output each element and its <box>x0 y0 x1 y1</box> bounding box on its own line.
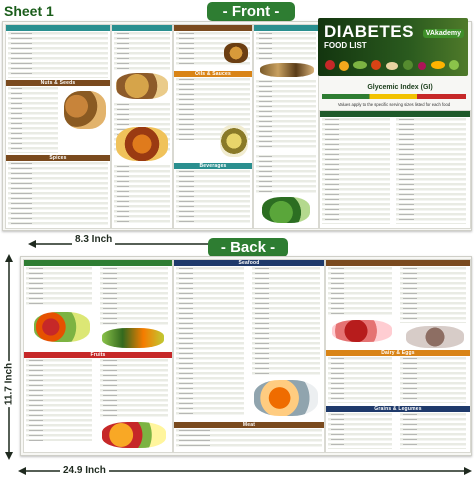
nuts-image <box>64 91 106 129</box>
cuts-image <box>406 326 464 348</box>
meat-header: Meat <box>174 422 324 428</box>
food-rows <box>400 267 466 323</box>
food-rows <box>114 165 170 225</box>
grains-legumes-header: Grains & Legumes <box>326 406 470 412</box>
food-rows <box>176 267 244 417</box>
food-rows <box>328 413 392 449</box>
brand-logo: VAkademy <box>423 29 464 38</box>
food-rows <box>176 429 322 449</box>
front-column-1 <box>5 24 111 229</box>
height-label-wrap <box>0 254 18 460</box>
food-rows <box>400 413 466 449</box>
food-rows <box>100 359 168 419</box>
food-rows <box>328 267 392 317</box>
condiments-header <box>174 25 252 31</box>
back-sheet <box>20 256 472 456</box>
front-label: - Front - <box>207 2 295 21</box>
bottles-image <box>260 63 314 77</box>
spices-header: Spices <box>6 155 110 161</box>
food-rows <box>8 162 108 226</box>
food-rows <box>396 118 466 224</box>
misc-header <box>254 25 318 31</box>
food-rows <box>8 87 58 153</box>
food-rows <box>252 267 320 377</box>
width-label: 8.3 Inch <box>72 234 115 245</box>
fruits-image <box>102 422 166 448</box>
food-rows <box>256 155 316 195</box>
dairy-eggs-header: Dairy & Eggs <box>326 350 470 356</box>
poultry-header <box>326 260 470 266</box>
back-label: - Back - <box>208 238 288 257</box>
beverages-header: Beverages <box>174 163 252 169</box>
diabetes-banner <box>318 18 468 76</box>
glycemic-index-bar <box>322 94 466 99</box>
front-column-3 <box>173 24 253 229</box>
back-column-1 <box>23 259 173 453</box>
fruits-header: Fruits <box>24 352 172 358</box>
full-width-label: 24.9 Inch <box>60 465 109 476</box>
food-rows <box>114 32 170 72</box>
glycemic-index-title: Glycemic Index (GI) <box>367 84 433 91</box>
seafood-image <box>254 380 318 416</box>
food-rows <box>400 357 466 403</box>
food-rows <box>256 32 316 62</box>
width-dimension-arrow <box>28 230 218 254</box>
meat-image <box>332 320 392 342</box>
sheet-label: Sheet 1 <box>4 3 54 19</box>
front-column-2 <box>111 24 173 229</box>
nuts-seeds-header: Nuts & Seeds <box>6 80 110 86</box>
food-rows <box>26 359 92 441</box>
banner-subtitle: FOOD LIST <box>324 41 367 50</box>
back-column-2 <box>173 259 325 453</box>
gi-table-header <box>320 111 470 117</box>
food-rows <box>100 267 168 327</box>
front-column-4 <box>253 24 319 229</box>
grains-header <box>112 25 172 31</box>
food-rows <box>176 170 250 225</box>
food-rows <box>26 267 92 307</box>
drinks-image <box>262 197 310 223</box>
fruit-strip-image <box>322 58 464 72</box>
banner-title: DIABETES <box>324 22 414 41</box>
food-rows <box>8 32 108 78</box>
food-rows <box>328 357 392 403</box>
food-rows <box>256 80 316 150</box>
spices-image <box>116 127 168 161</box>
food-rows <box>322 118 390 224</box>
height-label: 11.7 Inch <box>3 362 15 406</box>
greens-image <box>102 328 164 348</box>
vegetables-header <box>24 260 172 266</box>
seeds-image <box>116 73 168 99</box>
vegetables-image <box>34 312 90 342</box>
vegetables-header <box>6 25 110 31</box>
condiment-image <box>224 43 248 63</box>
seafood-header: Seafood <box>174 260 324 266</box>
gi-column <box>319 110 471 229</box>
oils-sauces-header: Oils & Sauces <box>174 71 252 77</box>
oils-image <box>220 125 248 157</box>
glycemic-index-note: Values apply to the specific serving sizes listed for each food <box>337 102 451 107</box>
back-column-3 <box>325 259 471 453</box>
